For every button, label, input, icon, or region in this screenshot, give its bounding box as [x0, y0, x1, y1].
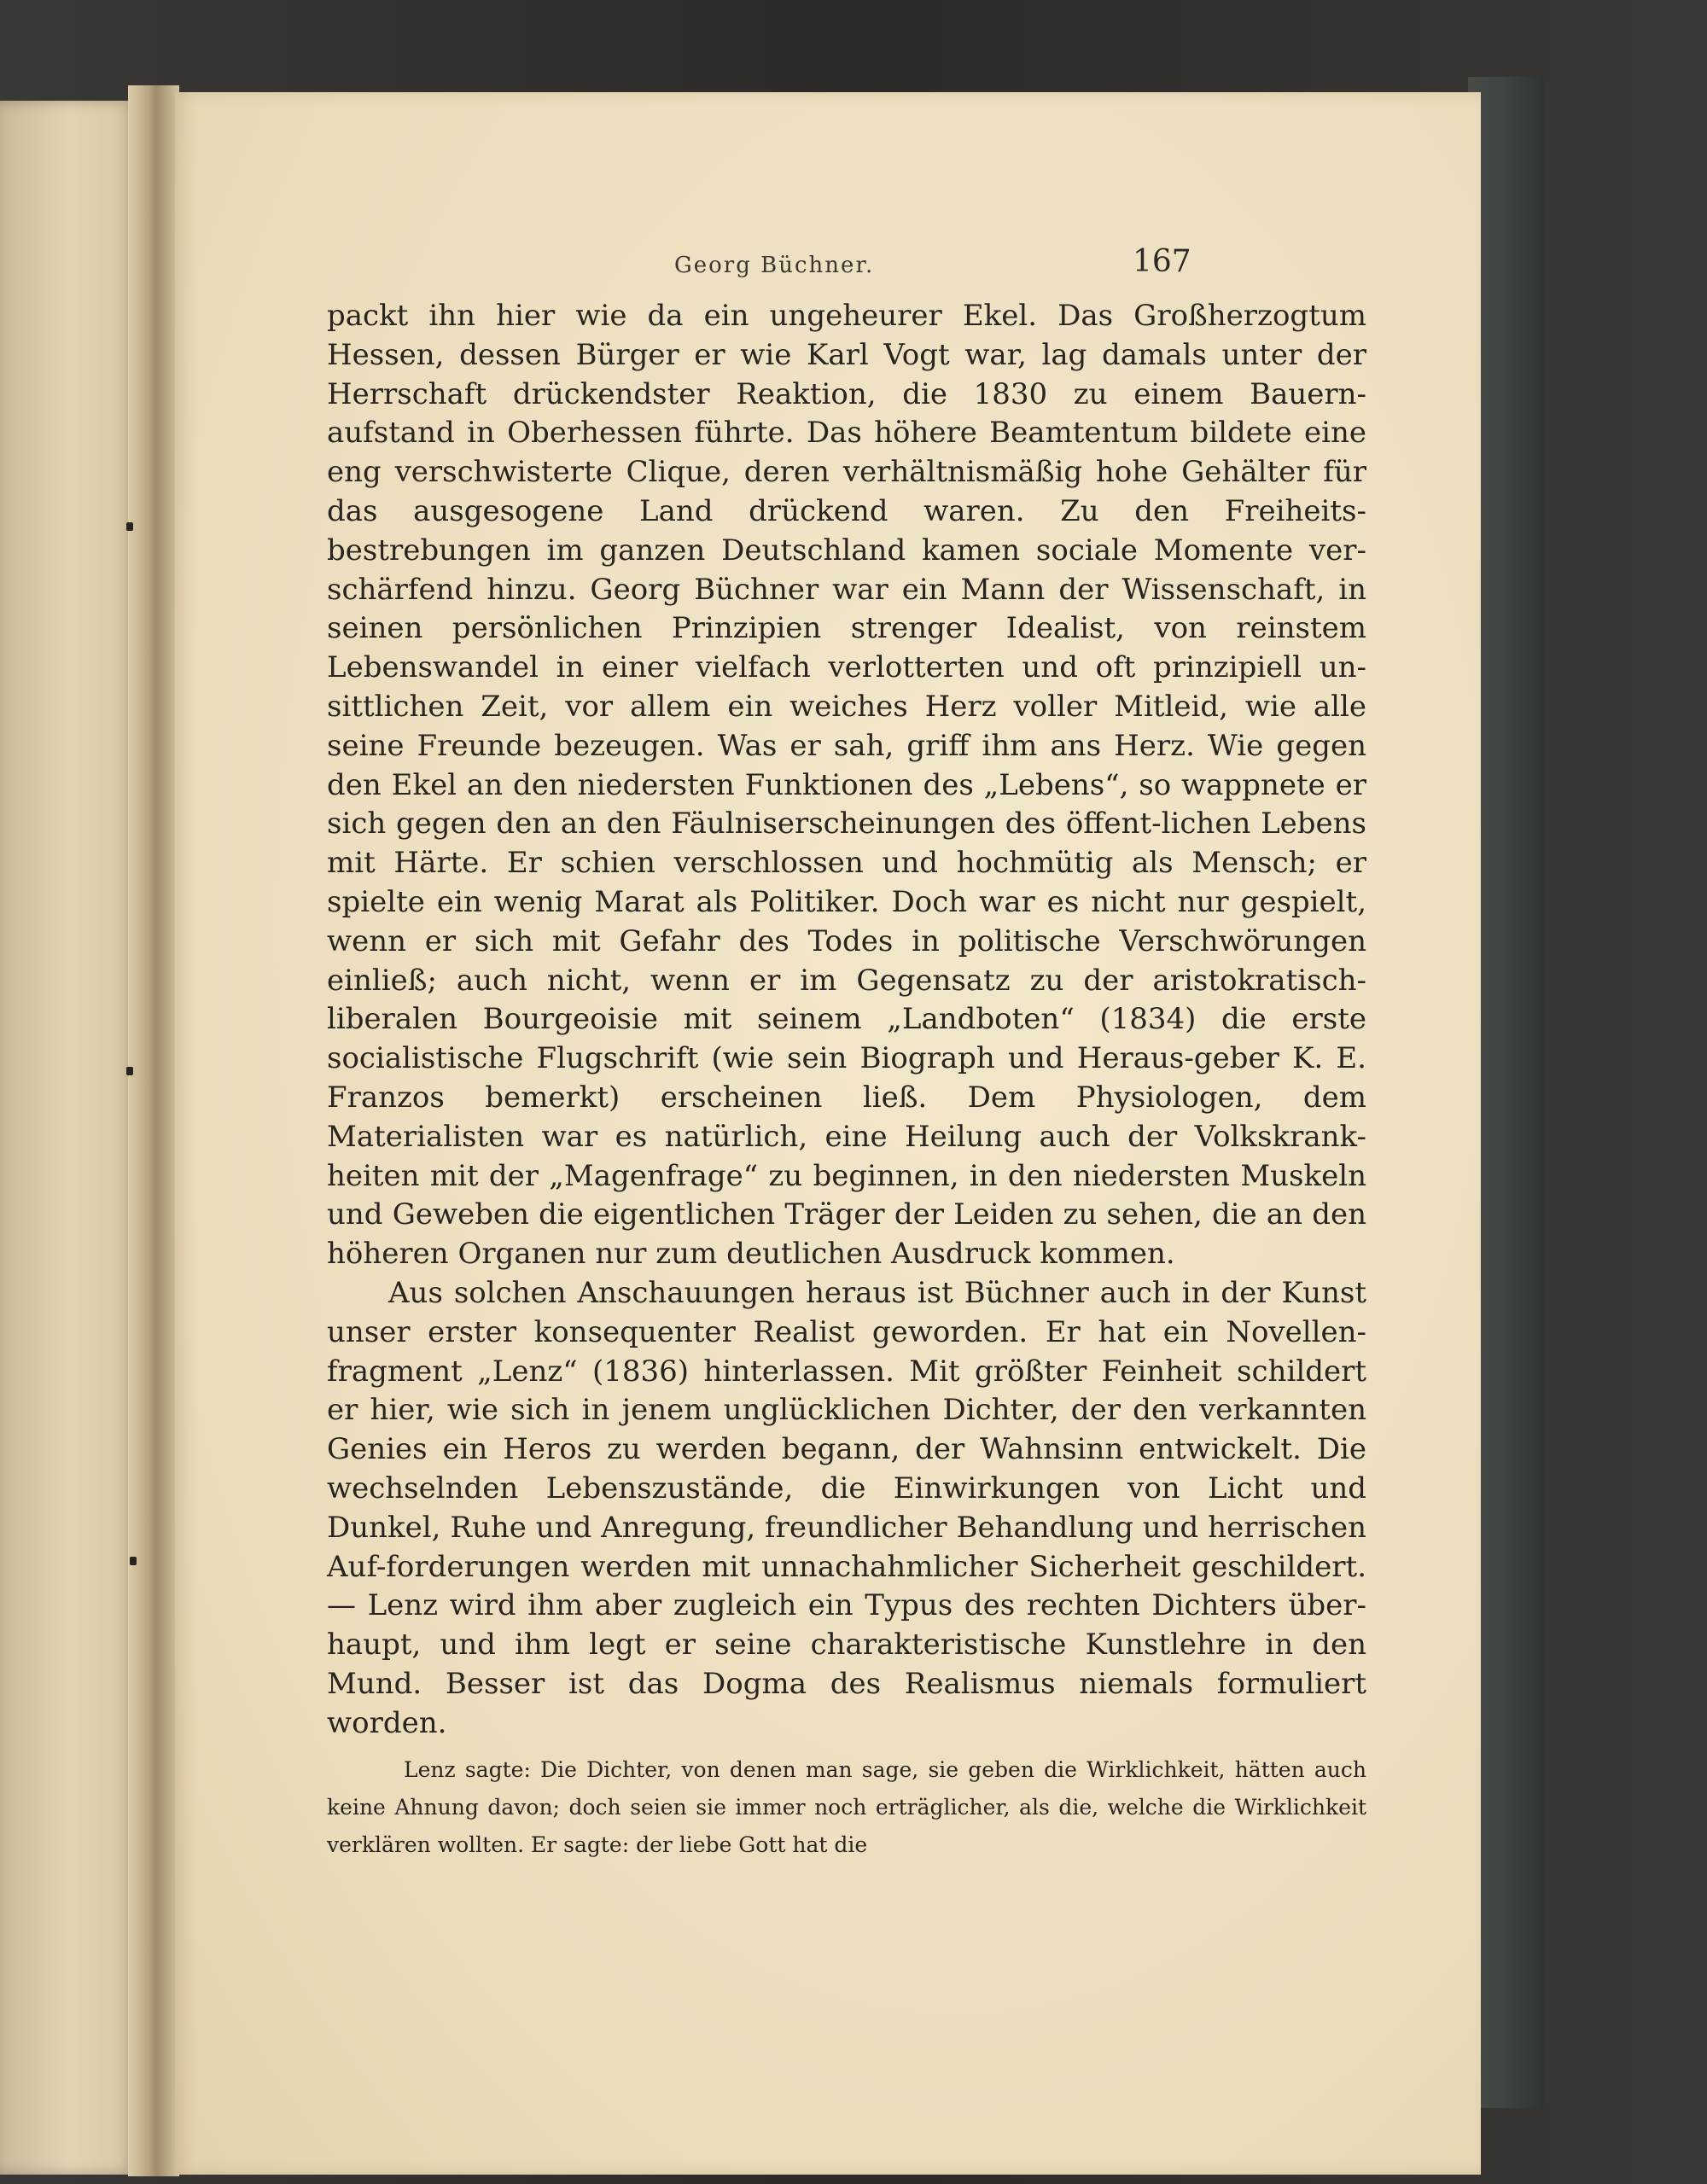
book-page: [175, 92, 1481, 2175]
footnote: [327, 1751, 1366, 1864]
margin-mark: [130, 1557, 137, 1565]
page-header: [175, 244, 1481, 295]
margin-mark: [126, 1067, 133, 1075]
page-number: 167: [1133, 244, 1191, 279]
body-text: [327, 297, 1366, 1743]
left-page-edge: [0, 101, 137, 2175]
paragraph-1: packt ihn hier wie da ein ungeheurer Ekel. Das Großherzogtum Hessen, dessen Bürger er wie Karl Vogt war, lag damals unter der Herrschaft drückendster Reaktion, die 1830 zu einem Bauern-aufstand in Oberhessen führte. Das höhere Beamtentum bildete eine eng verschwisterte Clique, deren verhältnismäßig hohe Gehälter für das ausgesogene Land drückend waren. Zu den Freiheits-bestrebungen im ganzen Deutschland kamen sociale Momente ver-schärfend hinzu. Georg Büchner war ein Mann der Wissenschaft, in seinen persönlichen Prinzipien strenger Idealist, von reinstem Lebenswandel in einer vielfach verlotterten und oft prinzipiell un-sittlichen Zeit, vor allem ein weiches Herz voller Mitleid, wie alle seine Freunde bezeugen. Was er sah, griff ihm ans Herz. Wie gegen den Ekel an den niedersten Funktionen des „Lebens“, so wappnete er sich gegen den an den Fäulniserscheinungen des öffent-lichen Lebens mit Härte. Er schien verschlossen und hochmütig als Mensch; er spielte ein wenig Marat als Politiker. Doch war es nicht nur gespielt, wenn er sich mit Gefahr des Todes in politische Verschwörungen einließ; auch nicht, wenn er im Gegensatz zu der aristokratisch-liberalen Bourgeoisie mit seinem „Landboten“ (1834) die erste socialistische Flugschrift (wie sein Biograph und Heraus-geber K. E. Franzos bemerkt) erscheinen ließ. Dem Physiologen, dem Materialisten war es natürlich, eine Heilung auch der Volkskrank-heiten mit der „Magenfrage“ zu beginnen, in den niedersten Muskeln und Geweben die eigentlichen Träger der Leiden zu sehen, die an den höheren Organen nur zum deutlichen Ausdruck kommen.: [327, 299, 1366, 1272]
footnote-text: Lenz sagte: Die Dichter, von denen man sage, sie geben die Wirklichkeit, hätten auch keine Ahnung davon; doch seien sie immer noch erträglicher, als die, welche die Wirklichkeit verklären wollten. Er sagte: der liebe Gott hat die: [327, 1757, 1366, 1857]
paragraph-2: Aus solchen Anschauungen heraus ist Büchner auch in der Kunst unser erster konsequenter Realist geworden. Er hat ein Novellen-fragment „Lenz“ (1836) hinterlassen. Mit größter Feinheit schildert er hier, wie sich in jenem unglücklichen Dichter, der den verkannten Genies ein Heros zu werden begann, der Wahnsinn entwickelt. Die wechselnden Lebenszustände, die Einwirkungen von Licht und Dunkel, Ruhe und Anregung, freundlicher Behandlung und herrischen Auf-forderungen werden mit unnachahmlicher Sicherheit geschildert. — Lenz wird ihm aber zugleich ein Typus des rechten Dichters über-haupt, und ihm legt er seine charakteristische Kunstlehre in den Mund. Besser ist das Dogma des Realismus niemals formuliert worden.: [327, 1275, 1366, 1740]
margin-mark: [126, 522, 133, 531]
running-head: Georg Büchner.: [674, 253, 875, 278]
book-gutter: [128, 85, 179, 2176]
